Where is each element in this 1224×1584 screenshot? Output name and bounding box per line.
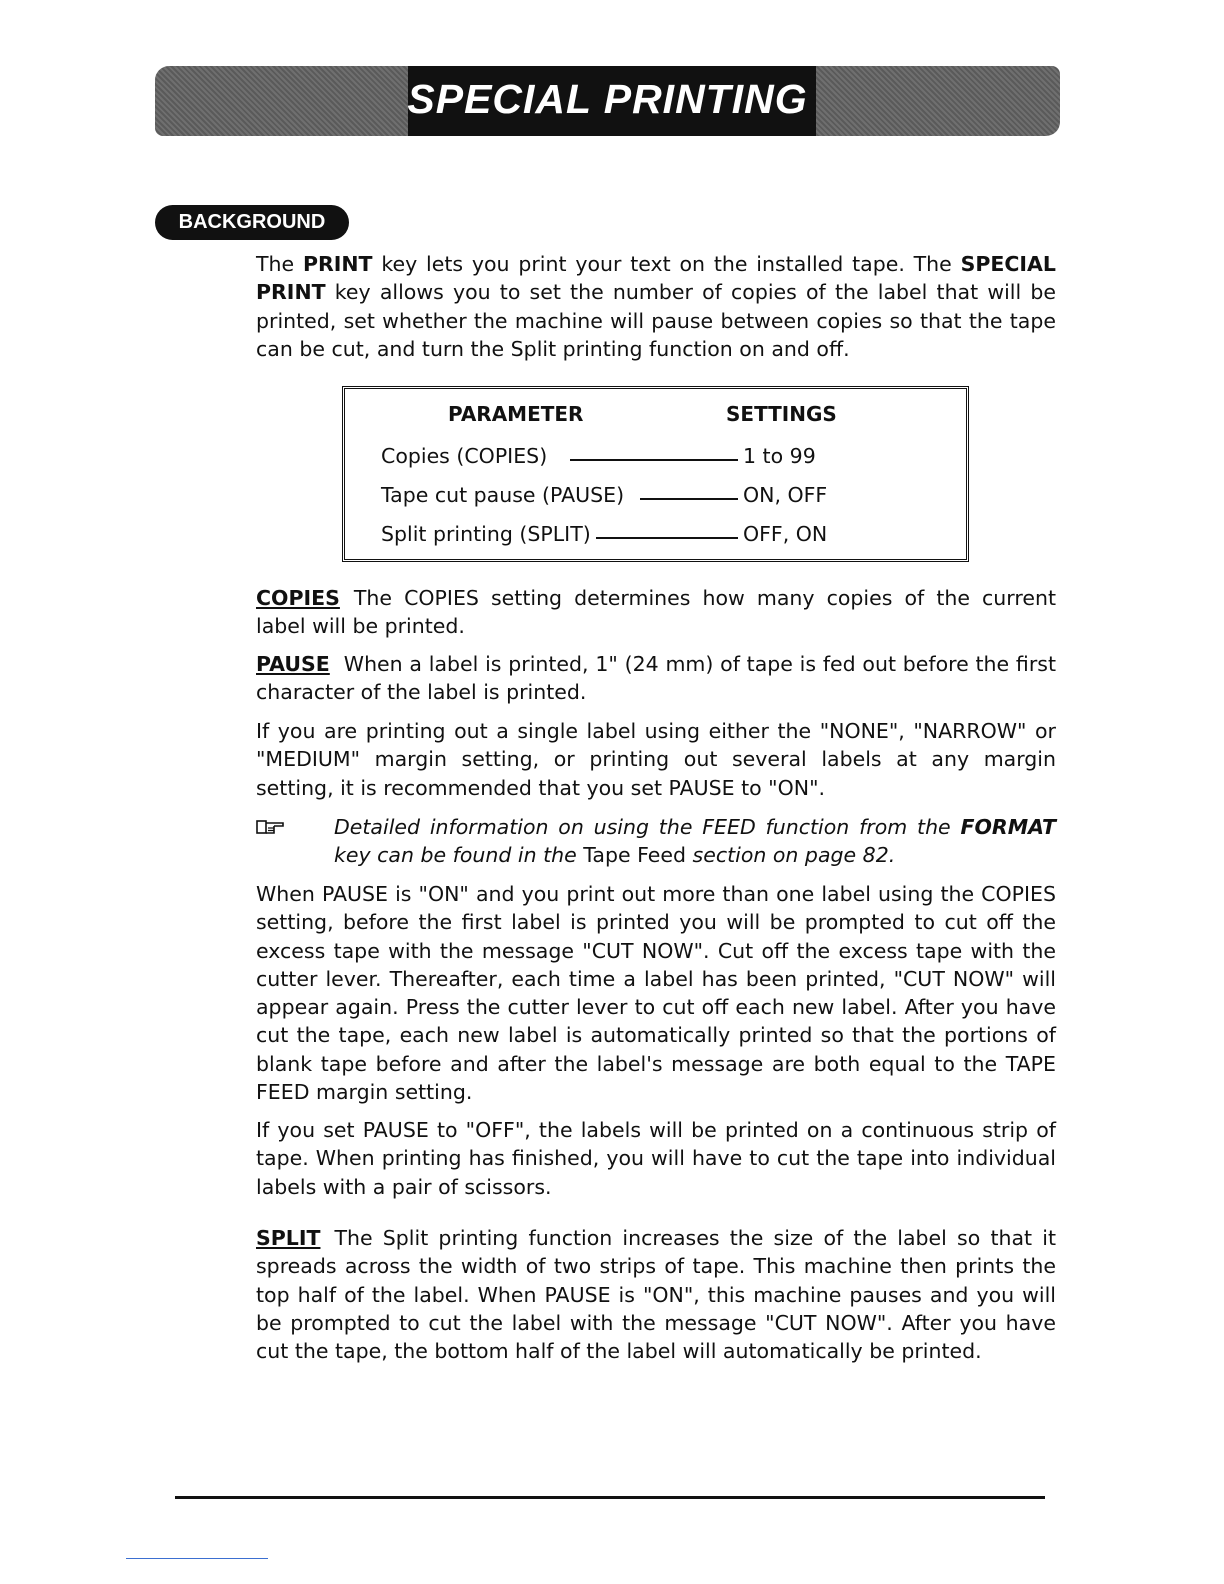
- format-key-name: FORMAT: [960, 815, 1056, 839]
- intro-paragraph: [256, 250, 1056, 363]
- split-text: The Split printing function increases the size of the label so that it spreads across the width of two strips of tape. This machine then prints the top half of the label. When PAUSE is "ON", this machine pauses and you will be prompted to cut the label with the message "CUT NOW". After you have cut the tape, the bottom half of the label will automatically be printed.: [256, 1226, 1056, 1364]
- pause-off-paragraph: If you set PAUSE to "OFF", the labels will be printed on a continuous strip of tape. When printing has finished, you will have to cut the tape into individual labels with a pair of scissors.: [256, 1118, 1056, 1199]
- section-label: BACKGROUND: [155, 205, 349, 240]
- table-row-param-pause: Tape cut pause (PAUSE): [381, 483, 625, 507]
- format-note: [334, 813, 1056, 870]
- split-keyword: SPLIT: [256, 1226, 321, 1250]
- table-header-settings: SETTINGS: [726, 402, 837, 426]
- intro-text-1: The: [256, 252, 303, 276]
- table-header-parameter: PARAMETER: [448, 402, 584, 426]
- scan-artifact-line: [126, 1558, 268, 1559]
- table-row-setting-split: OFF, ON: [743, 522, 828, 546]
- table-row-param-copies: Copies (COPIES): [381, 444, 548, 468]
- special-print-key-name: SPECIAL PRINT: [256, 252, 1056, 305]
- note-text-a: Detailed information on using the FEED function from the: [334, 815, 961, 839]
- pause-recommend-paragraph: If you are printing out a single label using either the "NONE", "NARROW" or "MEDIUM" margin setting, or printing out several labels at any margin setting, it is recommended that you set PAUSE to "ON".: [256, 719, 1056, 800]
- intro-text-2: key lets you print your text on the installed tape. The: [372, 252, 961, 276]
- copies-keyword: COPIES: [256, 586, 340, 610]
- pause-text: When a label is printed, 1" (24 mm) of tape is fed out before the first character of the label is printed.: [256, 652, 1056, 705]
- print-key-name: PRINT: [302, 252, 373, 276]
- pause-paragraph: [256, 650, 1056, 707]
- leader-line: [640, 498, 738, 500]
- table-row-param-split: Split printing (SPLIT): [381, 522, 591, 546]
- split-paragraph: [256, 1224, 1056, 1365]
- page-title: SPECIAL PRINTING: [407, 76, 808, 122]
- copies-paragraph: [256, 584, 1056, 641]
- title-banner: [155, 66, 1060, 136]
- copies-text: The COPIES setting determines how many copies of the current label will be printed.: [256, 586, 1056, 639]
- note-text-e: section on page 82.: [686, 843, 896, 868]
- intro-text-3: key allows you to set the number of copies of the label that will be printed, set whether the machine will pause between copies so that the tape can be cut, and turn the Split printing function on and off.: [256, 280, 1056, 361]
- footer-rule: [175, 1496, 1045, 1499]
- tape-feed-ref: Tape Feed: [583, 843, 687, 868]
- table-row-setting-copies: 1 to 99: [743, 444, 816, 468]
- pointing-hand-icon: [256, 818, 286, 836]
- table-row-setting-pause: ON, OFF: [743, 483, 828, 507]
- note-text-c: key can be found in the: [334, 843, 584, 868]
- pause-keyword: PAUSE: [256, 652, 330, 676]
- parameter-table: [342, 386, 969, 562]
- pause-on-paragraph: When PAUSE is "ON" and you print out more than one label using the COPIES setting, before the first label is printed you will be prompted to cut off the excess tape with the message "CUT NOW". Cut off the excess tape with the cutter lever. Thereafter, each time a label has been printed, "CUT NOW" will appear again. Press the cutter lever to cut off each new label. After you have cut the tape, each new label is automatically printed so that the portions of blank tape before and after the label's message are both equal to the TAPE FEED margin setting.: [256, 882, 1056, 1105]
- leader-line: [570, 459, 738, 461]
- leader-line: [596, 537, 738, 539]
